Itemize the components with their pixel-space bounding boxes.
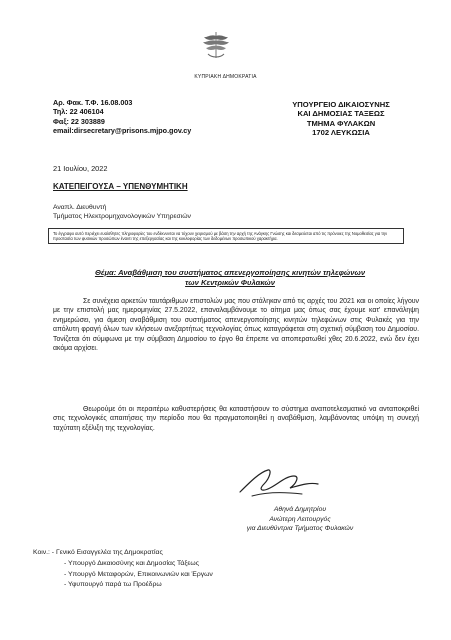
recipient-block <box>53 203 191 221</box>
cc-label: Κοιν.: - Γενικό Εισαγγελέα της Δημοκρατίας <box>33 549 163 556</box>
subject-heading <box>60 268 400 288</box>
ministry-block <box>261 100 421 138</box>
letter-date: 21 Ιουλίου, 2022 <box>53 164 108 173</box>
ministry-line-3: ΤΜΗΜΑ ΦΥΛΑΚΩΝ <box>306 118 376 128</box>
cc-item: - Υπουργό Δικαιοσύνης και Δημοσίας Τάξεως <box>64 559 200 567</box>
recipient-line-2: Τμήματος Ηλεκτρομηχανολογικών Υπηρεσιών <box>53 213 191 220</box>
recipient-line-1: Αναπλ. Διευθυντή <box>53 204 107 211</box>
signer-name: Αθηνά Δημητρίου <box>273 506 327 513</box>
cc-item: - Υπουργό Μεταφορών, Επικοινωνιών και Έργων <box>64 570 213 578</box>
cc-item: - Υφυπουργό παρά τω Προέδρω <box>64 581 162 589</box>
handwritten-signature <box>232 462 324 504</box>
ministry-line-2: ΚΑΙ ΔΗΜΟΣΙΑΣ ΤΑΞΕΩΣ <box>297 109 385 119</box>
republic-title: ΚΥΠΡΙΑΚΗ ΔΗΜΟΚΡΑΤΙΑ <box>194 74 257 80</box>
reference-block <box>53 98 191 136</box>
copies-list <box>33 548 213 591</box>
signer-on-behalf: για Διευθύντρια Τμήματος Φυλακών <box>246 525 354 533</box>
ministry-line-1: ΥΠΟΥΡΓΕΙΟ ΔΙΚΑΙΟΣΥΝΗΣ <box>292 100 390 109</box>
subject-line-2: των Κεντρικών Φυλακών <box>185 278 275 287</box>
signer-title: Ανώτερη Λειτουργός <box>269 515 331 523</box>
subject-line-1: Θέμα: Αναβάθμιση του συστήματος απενεργοποίησης κινητών τηλεφώνων <box>94 268 366 277</box>
body-paragraph-1: Σε συνέχεια αρκετών ταυτάριθμων επιστολών μας που στάληκαν από τις αρχές του 2021 και οι οποίες λήγουν με την επιστολή μας ημερομηνίας 27.5.2022, επαναλαμβάνουμε το αίτημα μας όπως σας έχουμε κατ' επανάληψη ενημερώσει, για άμεση αναβάθμιση του συστήματος απενεργοποίησης κινητών τηλεφώνων στις Φυλακές για την απόλυτη φραγή όλων των κλήσεων ανεξαρτήτως τεχνολογίας όπως καταγράφεται στη σχετική σύμβαση του Δημοσίου. Τονίζεται ότι σύμφωνα με την σύμβαση Δημοσίου το έργο θα έπρεπε να αποπερατωθεί χθες 20.6.2022, ενώ δεν έχει ακόμα αρχίσει. <box>53 298 419 353</box>
cyprus-emblem-icon <box>198 28 234 62</box>
email: email:dirsecretary@prisons.mjpo.gov.cy <box>53 126 192 136</box>
confidentiality-notice: Το έγγραφο αυτό περιέχει ευαίσθητες πληροφορίες του ενδέκνυνται να τύχουν χειρισμού με βάση την αρχή της Ανάγκης Γνώσης και δεσμεύεται από τις πρόνοιες της Νομοθεσίας για την προστασία των φυσικών προσώπων έναντι της επεξεργασίας και της κυκλοφορίας των δεδομένων προσωπικού χαρακτήρα. <box>48 228 404 244</box>
telephone: Τηλ: 22 406104 <box>53 107 104 117</box>
body-paragraph-2: Θεωρούμε ότι οι περαιτέρω καθυστερήσεις θα καταστήσουν το σύστημα αναποτελεσματικό να ανταποκριθεί στις τεχνολογικές απαιτήσεις την περίοδο που θα πραγματοποιηθεί η αναβάθμιση, λαμβάνοντας υπόψη τη συνεχή ταχύτατη εξέλιξη της τεχνολογίας. <box>53 406 419 432</box>
fax: Φαξ: 22 303889 <box>53 116 105 126</box>
ministry-line-4: 1702 ΛΕΥΚΩΣΙΑ <box>312 128 370 138</box>
urgent-heading: ΚΑΤΕΠΕΙΓΟΥΣΑ – ΥΠΕΝΘΥΜΗΤΙΚΗ <box>53 182 188 191</box>
signer-block <box>210 505 390 534</box>
file-number: Αρ. Φακ. Τ.Φ. 16.08.003 <box>53 98 133 107</box>
